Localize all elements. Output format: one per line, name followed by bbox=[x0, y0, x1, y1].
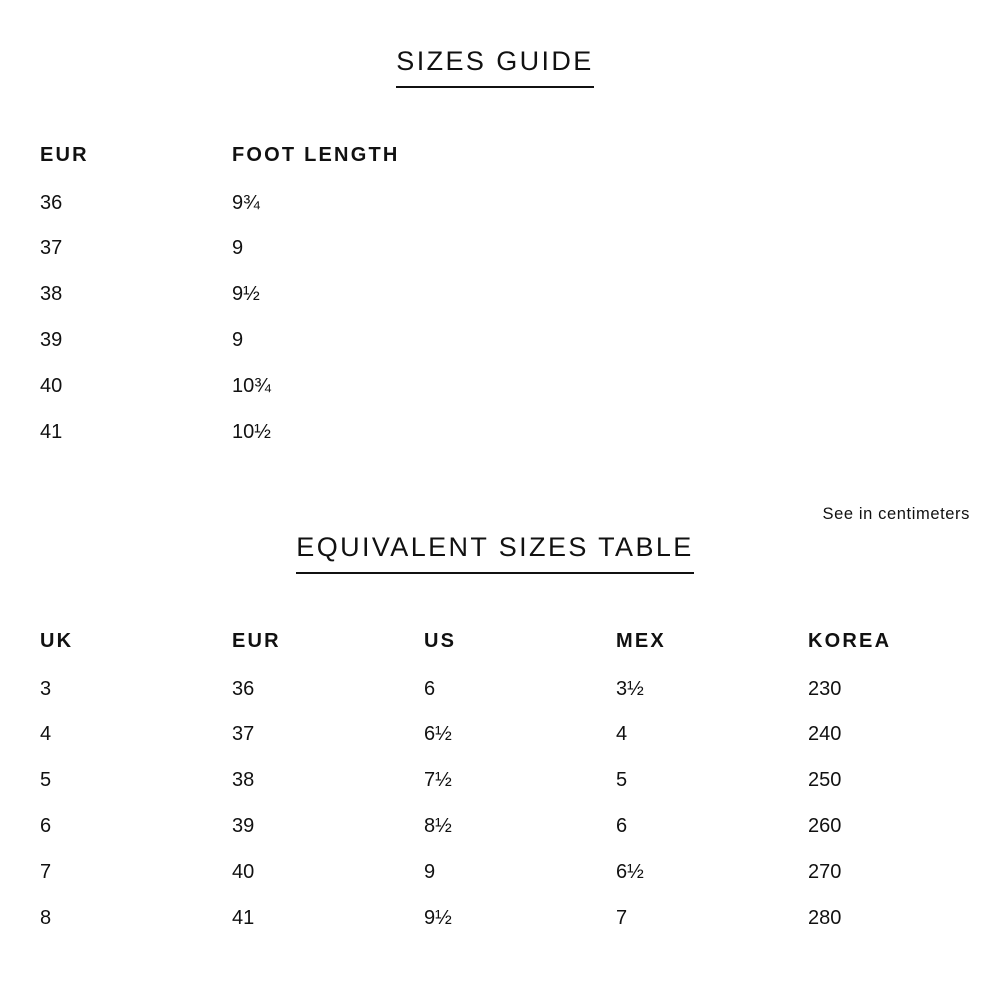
korea-cell: 250 bbox=[808, 769, 842, 791]
korea-cell: 280 bbox=[808, 907, 842, 929]
mex-cell: 5 bbox=[616, 769, 628, 791]
see-in-centimeters-link[interactable]: See in centimeters bbox=[822, 505, 970, 523]
foot-length-cell: 9¾ bbox=[232, 192, 260, 214]
eur-cell: 39 bbox=[232, 815, 255, 837]
mex-cell: 7 bbox=[616, 907, 628, 929]
table-row bbox=[40, 674, 980, 704]
korea-cell: 230 bbox=[808, 678, 842, 700]
equivalent-header-row bbox=[40, 626, 980, 656]
table-row bbox=[40, 279, 980, 309]
header-eur: EUR bbox=[40, 144, 89, 166]
table-row bbox=[40, 903, 980, 933]
us-cell: 9½ bbox=[424, 907, 452, 929]
table-row bbox=[40, 719, 980, 749]
eur-cell: 38 bbox=[40, 283, 63, 305]
mex-cell: 3½ bbox=[616, 678, 644, 700]
sizes-guide-title bbox=[0, 46, 990, 88]
korea-cell: 260 bbox=[808, 815, 842, 837]
us-cell: 7½ bbox=[424, 769, 452, 791]
uk-cell: 7 bbox=[40, 861, 52, 883]
table-row bbox=[40, 857, 980, 887]
us-cell: 6½ bbox=[424, 723, 452, 745]
eur-cell: 36 bbox=[40, 192, 63, 214]
foot-length-cell: 9 bbox=[232, 329, 244, 351]
foot-length-cell: 10¾ bbox=[232, 375, 271, 397]
table-row bbox=[40, 811, 980, 841]
korea-cell: 240 bbox=[808, 723, 842, 745]
table-row bbox=[40, 371, 980, 401]
table-row bbox=[40, 188, 980, 218]
eur-cell: 39 bbox=[40, 329, 63, 351]
uk-cell: 3 bbox=[40, 678, 52, 700]
us-cell: 9 bbox=[424, 861, 436, 883]
table-row bbox=[40, 325, 980, 355]
foot-length-cell: 9½ bbox=[232, 283, 260, 305]
table-row bbox=[40, 765, 980, 795]
mex-cell: 6 bbox=[616, 815, 628, 837]
foot-length-cell: 9 bbox=[232, 237, 244, 259]
header-uk: UK bbox=[40, 630, 74, 652]
header-us: US bbox=[424, 630, 457, 652]
table-row bbox=[40, 233, 980, 263]
mex-cell: 4 bbox=[616, 723, 628, 745]
header-eur: EUR bbox=[232, 630, 281, 652]
us-cell: 6 bbox=[424, 678, 436, 700]
us-cell: 8½ bbox=[424, 815, 452, 837]
uk-cell: 8 bbox=[40, 907, 52, 929]
eur-cell: 36 bbox=[232, 678, 255, 700]
eur-cell: 37 bbox=[232, 723, 255, 745]
uk-cell: 5 bbox=[40, 769, 52, 791]
eur-cell: 41 bbox=[40, 421, 63, 443]
header-mex: MEX bbox=[616, 630, 666, 652]
equivalent-sizes-title bbox=[0, 532, 990, 574]
uk-cell: 4 bbox=[40, 723, 52, 745]
eur-cell: 40 bbox=[232, 861, 255, 883]
foot-length-cell: 10½ bbox=[232, 421, 271, 443]
header-korea: KOREA bbox=[808, 630, 892, 652]
header-foot-length: FOOT LENGTH bbox=[232, 144, 400, 166]
sizes-guide-header-row bbox=[40, 140, 980, 170]
eur-cell: 40 bbox=[40, 375, 63, 397]
eur-cell: 38 bbox=[232, 769, 255, 791]
equivalent-sizes-title-text: EQUIVALENT SIZES TABLE bbox=[296, 532, 693, 574]
eur-cell: 37 bbox=[40, 237, 63, 259]
sizes-guide-title-text: SIZES GUIDE bbox=[396, 46, 593, 88]
uk-cell: 6 bbox=[40, 815, 52, 837]
korea-cell: 270 bbox=[808, 861, 842, 883]
table-row bbox=[40, 417, 980, 447]
mex-cell: 6½ bbox=[616, 861, 644, 883]
eur-cell: 41 bbox=[232, 907, 255, 929]
